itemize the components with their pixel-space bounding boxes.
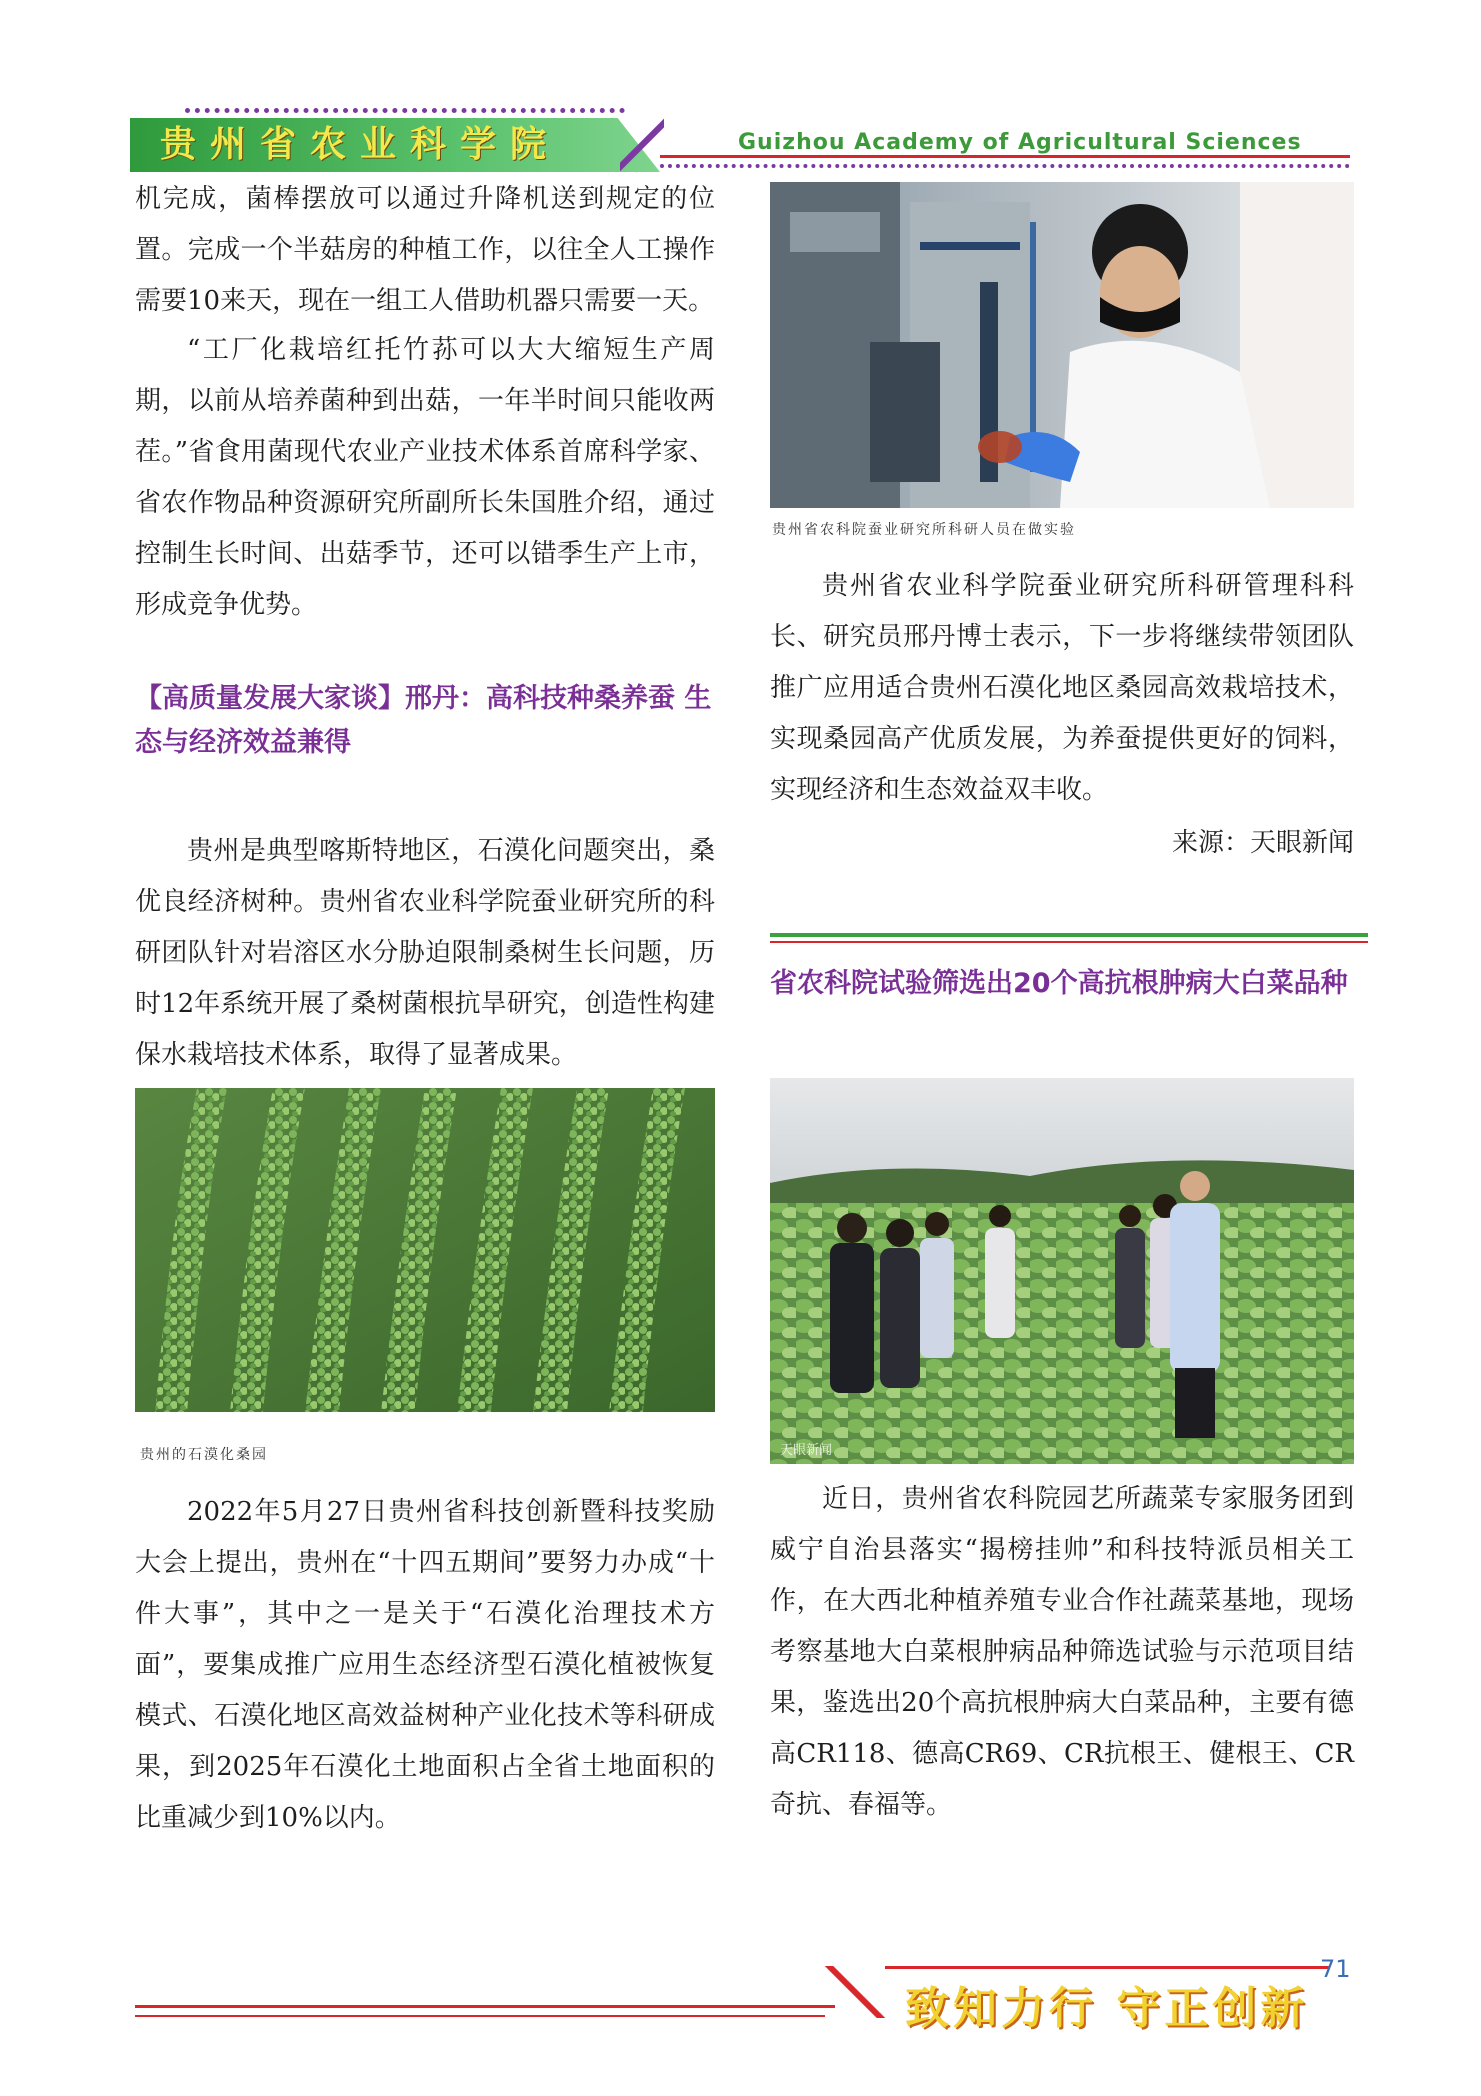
photo-caption-lab: 贵州省农科院蚕业研究所科研人员在做实验 bbox=[772, 522, 1076, 538]
header-dotted-line-bottom bbox=[660, 164, 1350, 168]
photo-rocky-mulberry-field bbox=[135, 1088, 715, 1412]
header-title-en: Guizhou Academy of Agricultural Sciences bbox=[738, 130, 1302, 155]
footer-red-line-1 bbox=[135, 2005, 835, 2008]
source-credit: 来源：天眼新闻 bbox=[1171, 828, 1354, 858]
header-dotted-line-top bbox=[185, 108, 625, 113]
photo-lab-researcher bbox=[770, 182, 1354, 508]
left-paragraph-4: 2022年5月27日贵州省科技创新暨科技奖励大会上提出，贵州在“十四五期间”要努力办成“十件大事”，其中之一是关于“石漠化治理技术方面”，要集成推广应用生态经济型石漠化植被恢复模式、石漠化地区高效益树种产业化技术等科研成果，到2025年石漠化土地面积占全省土地面积的比重减少到10%以内。 bbox=[135, 1497, 715, 1833]
section-rule-red bbox=[770, 941, 1368, 943]
photo-cabbage-field-visit bbox=[770, 1078, 1354, 1464]
header-slant-divider bbox=[620, 118, 664, 172]
photo-caption-mulberry: 贵州的石漠化桑园 bbox=[140, 1447, 268, 1463]
left-paragraph-1: 机完成，菌棒摆放可以通过升降机送到规定的位置。完成一个半菇房的种植工作，以往全人工操作需要10来天，现在一组工人借助机器只需要一天。 bbox=[135, 184, 715, 316]
footer-motto: 致知力行 守正创新 bbox=[905, 1983, 1309, 2034]
section-rule-green bbox=[770, 933, 1368, 937]
footer-slant-divider bbox=[820, 1966, 890, 2018]
section-title-cabbage: 省农科院试验筛选出20个高抗根肿病大白菜品种 bbox=[770, 968, 1348, 999]
footer-red-line-2 bbox=[135, 2015, 825, 2017]
section-title-xingdan: 【高质量发展大家谈】邢丹：高科技种桑养蚕 生态与经济效益兼得 bbox=[135, 683, 712, 758]
right-paragraph-2: 近日，贵州省农科院园艺所蔬菜专家服务团到威宁自治县落实“揭榜挂帅”和科技特派员相关工作，在大西北种植养殖专业合作社蔬菜基地，现场考察基地大白菜根肿病品种筛选试验与示范项目结果，鉴选出20个高抗根肿病大白菜品种，主要有德高CR118、德高CR69、CR抗根王、健根王、CR奇抗、春福等。 bbox=[770, 1484, 1354, 1820]
left-paragraph-3: 贵州是典型喀斯特地区，石漠化问题突出，桑优良经济树种。贵州省农业科学院蚕业研究所的科研团队针对岩溶区水分胁迫限制桑树生长问题，历时12年系统开展了桑树菌根抗旱研究，创造性构建保水栽培技术体系，取得了显著成果。 bbox=[135, 836, 715, 1070]
left-paragraph-2: “工厂化栽培红托竹荪可以大大缩短生产周期，以前从培养菌种到出菇，一年半时间只能收两茬。”省食用菌现代农业产业技术体系首席科学家、省农作物品种资源研究所副所长朱国胜介绍，通过控制生长时间、出菇季节，还可以错季生产上市，形成竞争优势。 bbox=[135, 335, 715, 620]
header-title-cn: 贵州省农业科学院 bbox=[160, 124, 561, 165]
page-number: 71 bbox=[1320, 1955, 1351, 1983]
header-red-line bbox=[660, 155, 1350, 158]
footer-top-line bbox=[885, 1966, 1330, 1969]
watermark-tianyan: 天眼新闻 bbox=[780, 1443, 833, 1458]
right-paragraph-1: 贵州省农业科学院蚕业研究所科研管理科科长、研究员邢丹博士表示，下一步将继续带领团队推广应用适合贵州石漠化地区桑园高效栽培技术，实现桑园高产优质发展，为养蚕提供更好的饲料，实现经济和生态效益双丰收。 bbox=[770, 571, 1354, 805]
